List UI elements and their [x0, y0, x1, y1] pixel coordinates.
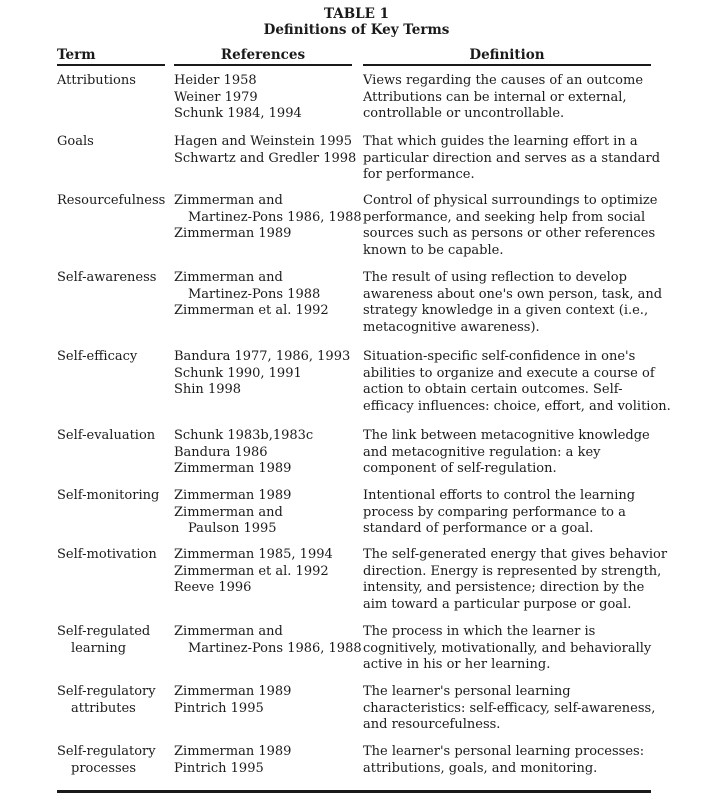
definition-line: and metacognitive regulation: a key	[363, 444, 601, 460]
definition-line: The self-generated energy that gives behavior	[363, 547, 668, 562]
header-references: References	[220, 47, 306, 63]
definition-cell	[363, 270, 663, 336]
term-line: Goals	[57, 134, 94, 149]
term-cell	[57, 624, 169, 657]
references-cell	[174, 73, 359, 123]
bottom-rule	[57, 790, 651, 793]
definition-line: The learner's personal learning	[363, 684, 571, 699]
definition-line: Control of physical surroundings to optimize	[363, 193, 658, 208]
definition-line: action to obtain certain outcomes. Self-	[363, 382, 623, 398]
definition-line: known to be capable.	[363, 242, 504, 258]
definition-line: component of self-regulation.	[363, 461, 557, 477]
definition-line: intensity, and persistence; direction by the	[363, 580, 645, 596]
references-line: Schunk 1984, 1994	[174, 106, 302, 122]
definition-cell	[363, 349, 671, 415]
references-cell	[174, 134, 359, 167]
term-line: attributes	[71, 700, 136, 716]
references-cell	[174, 744, 359, 777]
definition-cell	[363, 547, 668, 613]
term-line: Self-regulatory	[57, 744, 156, 759]
references-line: Weiner 1979	[174, 89, 258, 105]
references-line: Shin 1998	[174, 382, 242, 398]
term-line: Self-monitoring	[57, 488, 160, 503]
term-cell	[57, 73, 169, 90]
table-title: Definitions of Key Terms	[263, 22, 450, 38]
term-cell	[57, 488, 169, 505]
definition-line: Attributions can be internal or external,	[363, 89, 627, 105]
definition-line: The process in which the learner is	[363, 624, 596, 639]
definition-cell	[363, 428, 663, 478]
references-cell	[174, 684, 359, 717]
references-line: Zimmerman 1989	[174, 488, 292, 503]
term-cell	[57, 193, 169, 210]
term-line: Self-regulated	[57, 624, 151, 639]
references-cell	[174, 270, 359, 320]
references-cell	[174, 547, 359, 597]
definition-cell	[363, 488, 663, 538]
definition-line: awareness about one's own person, task, and	[363, 286, 663, 302]
references-line: Zimmerman et al. 1992	[174, 563, 329, 579]
references-line: Pintrich 1995	[174, 700, 264, 716]
references-line: Zimmerman 1989	[174, 461, 292, 477]
definition-cell	[363, 73, 663, 123]
references-cell	[174, 193, 362, 243]
term-line: Self-awareness	[57, 270, 157, 285]
definition-line: The learner's personal learning processes:	[363, 744, 645, 759]
definition-line: strategy knowledge in a given context (i.e.,	[363, 303, 649, 319]
header-rule-definition	[363, 64, 651, 66]
definition-line: abilities to organize and execute a course of	[363, 365, 655, 381]
references-line: Pintrich 1995	[174, 760, 264, 776]
term-cell	[57, 547, 169, 564]
table-label: TABLE 1	[323, 6, 390, 22]
references-line: Schunk 1990, 1991	[174, 365, 302, 381]
references-cell	[174, 488, 359, 538]
references-line: Bandura 1977, 1986, 1993	[174, 349, 351, 364]
header-rule-references	[174, 64, 352, 66]
term-cell	[57, 134, 169, 151]
references-line: Reeve 1996	[174, 580, 252, 596]
definition-line: efficacy influences: choice, effort, and volition.	[363, 398, 671, 414]
references-line: Zimmerman and	[174, 270, 283, 285]
definition-line: Intentional efforts to control the learning	[363, 488, 636, 503]
references-line: Zimmerman and	[174, 504, 283, 520]
term-cell	[57, 744, 169, 777]
term-cell	[57, 270, 169, 287]
definition-line: aim toward a particular purpose or goal.	[363, 596, 632, 612]
references-cell	[174, 624, 362, 657]
definition-line: process by comparing performance to a	[363, 504, 626, 520]
term-line: Self-motivation	[57, 547, 157, 562]
term-line: Self-efficacy	[57, 349, 138, 364]
term-line: Self-regulatory	[57, 684, 156, 699]
definition-line: attributions, goals, and monitoring.	[363, 760, 598, 776]
definition-cell	[363, 193, 663, 259]
definition-line: active in his or her learning.	[363, 657, 551, 673]
references-line: Martinez-Pons 1986, 1988	[188, 640, 362, 656]
header-term: Term	[57, 47, 96, 63]
definition-cell	[363, 134, 663, 184]
definition-line: cognitively, motivationally, and behaviorally	[363, 640, 652, 656]
references-line: Zimmerman 1989	[174, 226, 292, 242]
term-cell	[57, 684, 169, 717]
term-line: learning	[71, 640, 127, 656]
term-cell	[57, 349, 169, 366]
term-cell	[57, 428, 169, 445]
definition-line: direction. Energy is represented by strength,	[363, 563, 662, 579]
references-line: Heider 1958	[174, 73, 257, 88]
references-line: Zimmerman 1989	[174, 684, 292, 699]
definition-line: controllable or uncontrollable.	[363, 106, 565, 122]
definition-line: particular direction and serves as a standard	[363, 150, 661, 166]
term-line: Self-evaluation	[57, 428, 156, 443]
header-rule-term	[57, 64, 165, 66]
definition-line: Situation-specific self-confidence in one's	[363, 349, 636, 364]
definition-line: for performance.	[363, 167, 475, 183]
references-cell	[174, 349, 359, 399]
references-line: Bandura 1986	[174, 444, 268, 460]
references-line: Paulson 1995	[188, 521, 277, 537]
definition-line: characteristics: self-efficacy, self-awareness,	[363, 700, 656, 716]
references-line: Schwartz and Gredler 1998	[174, 150, 357, 166]
definition-cell	[363, 684, 663, 734]
definition-line: standard of performance or a goal.	[363, 521, 594, 537]
definition-line: metacognitive awareness).	[363, 319, 540, 335]
definition-line: performance, and seeking help from social	[363, 209, 646, 225]
definition-line: The link between metacognitive knowledge	[363, 428, 650, 443]
term-line: Attributions	[57, 73, 136, 88]
definition-cell	[363, 624, 663, 674]
term-line: Resourcefulness	[57, 193, 166, 208]
references-line: Zimmerman and	[174, 624, 283, 639]
definition-cell	[363, 744, 663, 777]
references-line: Zimmerman 1989	[174, 744, 292, 759]
definition-line: Views regarding the causes of an outcome	[363, 73, 644, 88]
definition-line: and resourcefulness.	[363, 717, 501, 733]
references-line: Martinez-Pons 1986, 1988	[188, 209, 362, 225]
references-line: Schunk 1983b,1983c	[174, 428, 314, 443]
definition-line: The result of using reflection to develop	[363, 270, 627, 285]
term-line: processes	[71, 760, 137, 776]
references-line: Martinez-Pons 1988	[188, 286, 321, 302]
definition-line: That which guides the learning effort in a	[363, 134, 638, 149]
references-line: Zimmerman and	[174, 193, 283, 208]
references-line: Zimmerman et al. 1992	[174, 303, 329, 319]
header-definition: Definition	[469, 47, 545, 63]
references-cell	[174, 428, 359, 478]
definition-line: sources such as persons or other references	[363, 226, 656, 242]
references-line: Hagen and Weinstein 1995	[174, 134, 353, 149]
references-line: Zimmerman 1985, 1994	[174, 547, 333, 562]
